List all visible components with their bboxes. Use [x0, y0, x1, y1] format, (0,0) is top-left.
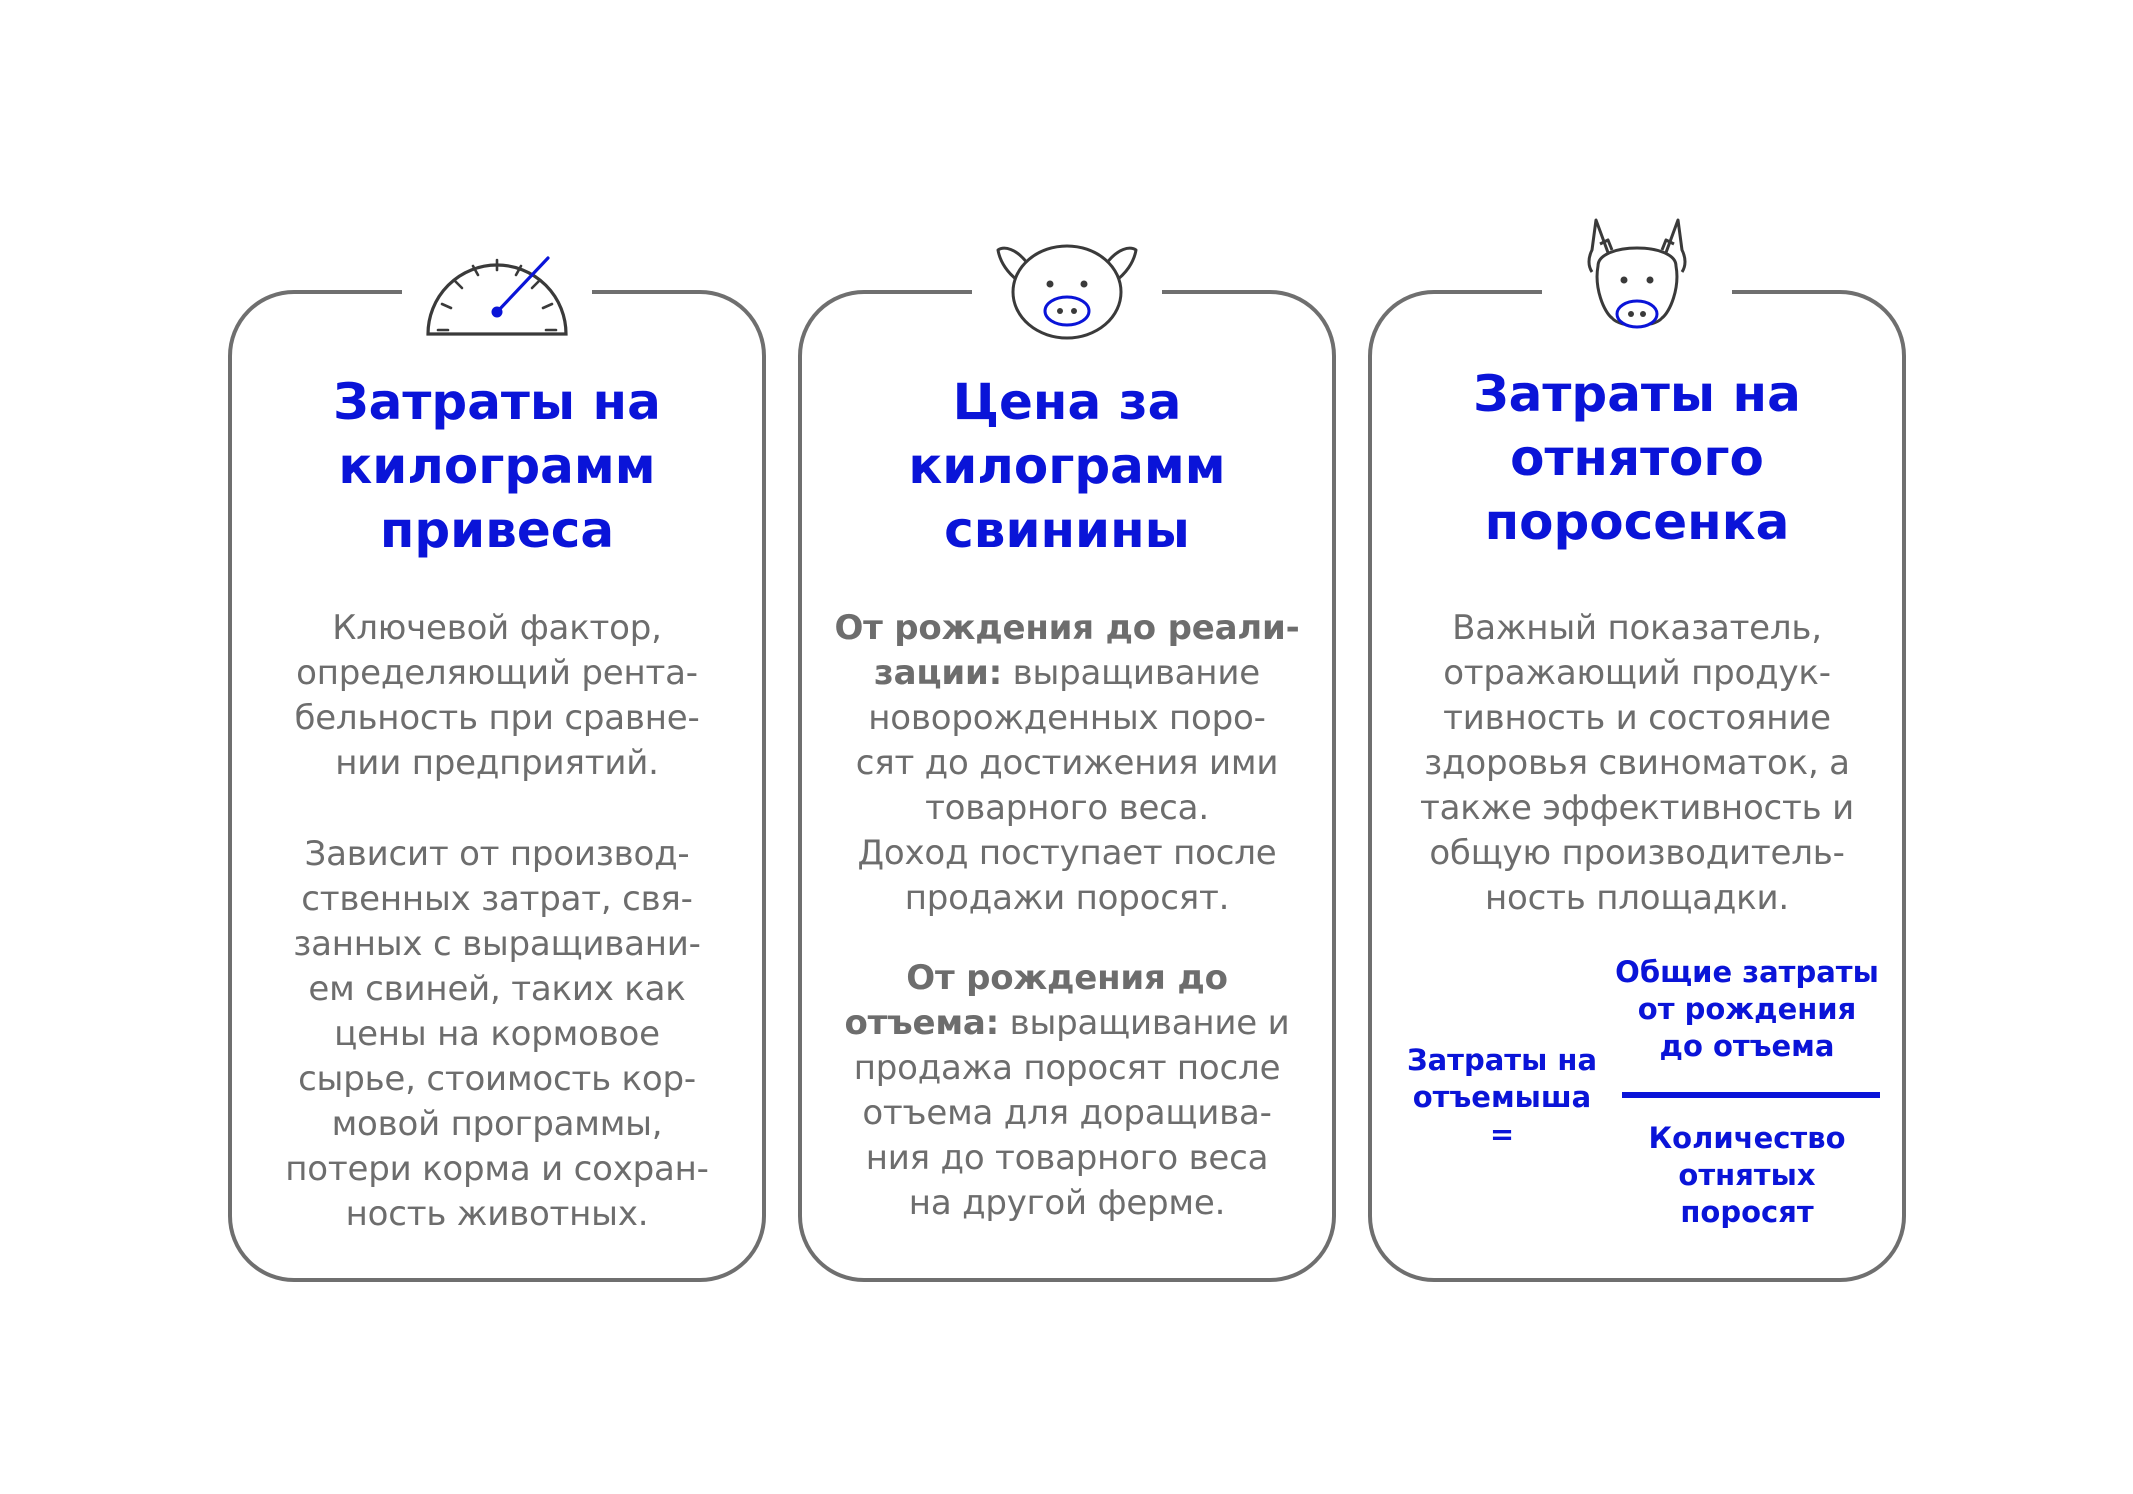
- description-paragraph: Ключевой фактор, определяющий рента- бельность при сравне- нии предприятий.: [294, 608, 700, 783]
- formula-numerator: Общие затраты от рождения до отъема: [1615, 955, 1879, 1063]
- card-weight-gain-cost: [228, 290, 766, 1282]
- formula-denominator: Количество отнятых поросят: [1648, 1121, 1846, 1229]
- card-title: Затраты на отнятого поросенка: [1473, 365, 1801, 551]
- card-title: Затраты на килограмм привеса: [333, 373, 661, 559]
- formula-left-side: Затраты на отъемыша =: [1406, 1043, 1598, 1151]
- birth-to-sale-paragraph: От рождения до реали- зации: выращивание новорожденных поро- сят до достижения ими товарного веса. Доход поступает после продажи поросят.: [834, 608, 1300, 918]
- indicator-paragraph: Важный показатель, отражающий продук- тивность и состояние здоровья свиноматок, а также эффективность и общую производитель- ность площадки.: [1420, 608, 1854, 918]
- dependency-paragraph: Зависит от производ- ственных затрат, свя- занных с выращивани- ем свиней, таких как цены на кормовое сырье, стоимость кор- мовой программы, потери корма и сохран- ность животных.: [285, 834, 709, 1234]
- birth-to-weaning-paragraph: От рождения до отъема: выращивание и продажа поросят после отъема для доращива- ния до товарного веса на другой ферме.: [844, 958, 1290, 1223]
- speedometer-icon: [402, 220, 592, 340]
- fraction-bar: [1622, 1092, 1880, 1098]
- pig-face-icon: [972, 220, 1162, 340]
- card-title: Цена за килограмм свинины: [908, 373, 1226, 559]
- piglet-face-icon: [1542, 220, 1732, 340]
- card-price-per-kg-pork: [798, 290, 1336, 1282]
- card-weaned-piglet-cost: [1368, 290, 1906, 1282]
